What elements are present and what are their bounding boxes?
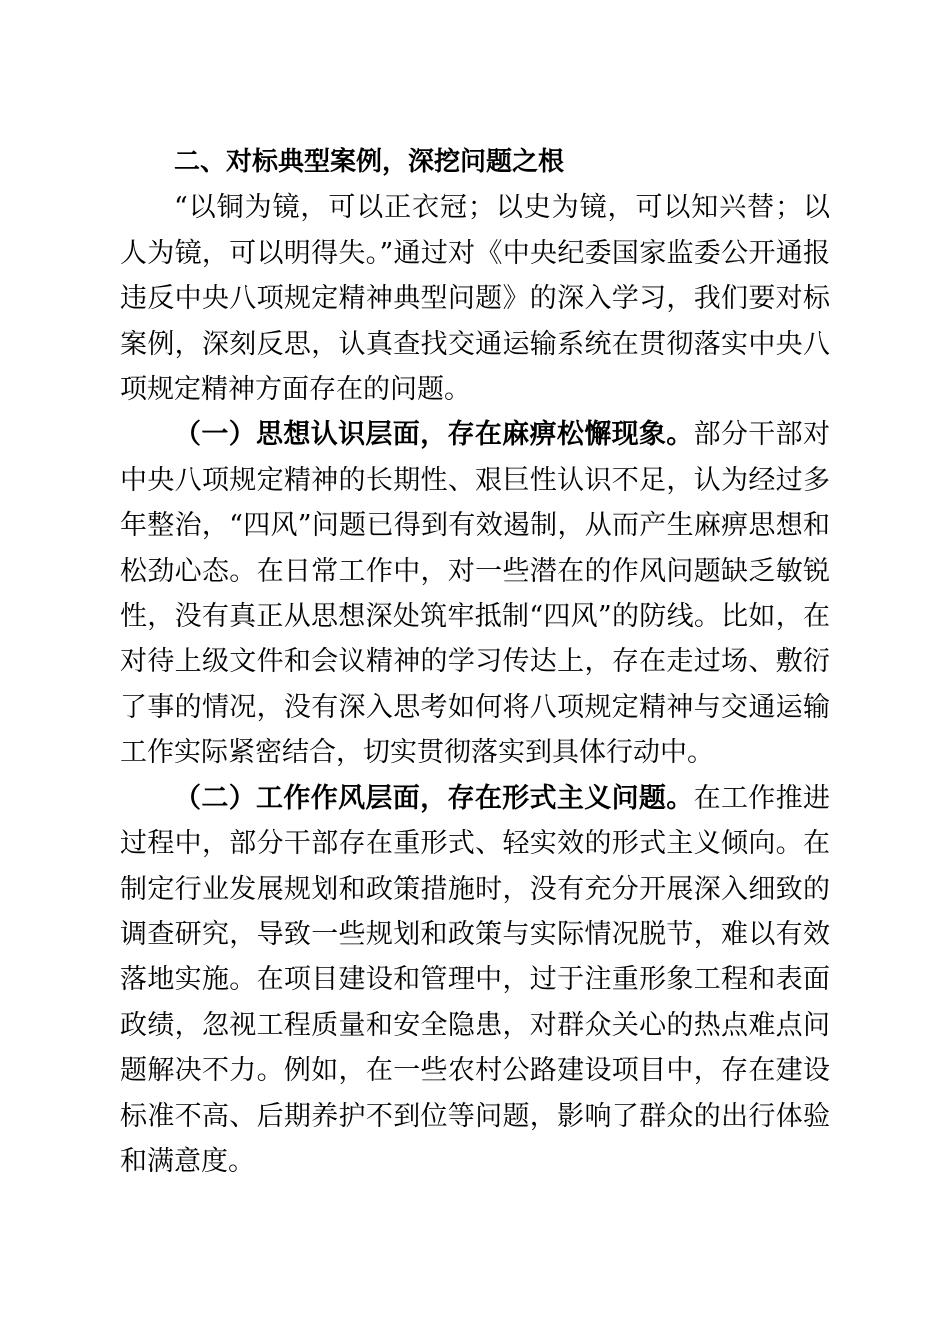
intro-paragraph: “以铜为镜，可以正衣冠；以史为镜，可以知兴替；以人为镜，可以明得失。”通过对《中央纪委国家监委公开通报违反中央八项规定精神典型问题》的深入学习，我们要对标案例，深刻反思，认真查找交通运输系统在贯彻落实中央八项规定精神方面存在的问题。	[120, 192, 830, 406]
section-2-lead: （二）工作作风层面，存在形式主义问题。	[174, 782, 694, 814]
section-heading: 二、对标典型案例，深挖问题之根	[174, 147, 565, 177]
section-2-paragraph	[120, 776, 830, 1185]
section-1-lead: （一）思想认识层面，存在麻痹松懈现象。	[174, 419, 694, 451]
section-2-body: 在工作推进过程中，部分干部存在重形式、轻实效的形式主义倾向。在制定行业发展规划和政策措施时，没有充分开展深入细致的调查研究，导致一些规划和政策与实际情况脱节，难以有效落地实施。在项目建设和管理中，过于注重形象工程和表面政绩，忽视工程质量和安全隐患，对群众关心的热点难点问题解决不力。例如，在一些农村公路建设项目中，存在建设标准不高、后期养护不到位等问题，影响了群众的出行体验和满意度。	[120, 782, 831, 1177]
document-body	[120, 140, 830, 1184]
section-1-body: 部分干部对中央八项规定精神的长期性、艰巨性认识不足，认为经过多年整治，“四风”问题已得到有效遏制，从而产生麻痹思想和松劲心态。在日常工作中，对一些潜在的作风问题缺乏敏锐性，没有真正从思想深处筑牢抵制“四风”的防线。比如，在对待上级文件和会议精神的学习传达上，存在走过场、敷衍了事的情况，没有深入思考如何将八项规定精神与交通运输工作实际紧密结合，切实贯彻落实到具体行动中。	[120, 419, 831, 769]
section-1-paragraph	[120, 412, 830, 775]
